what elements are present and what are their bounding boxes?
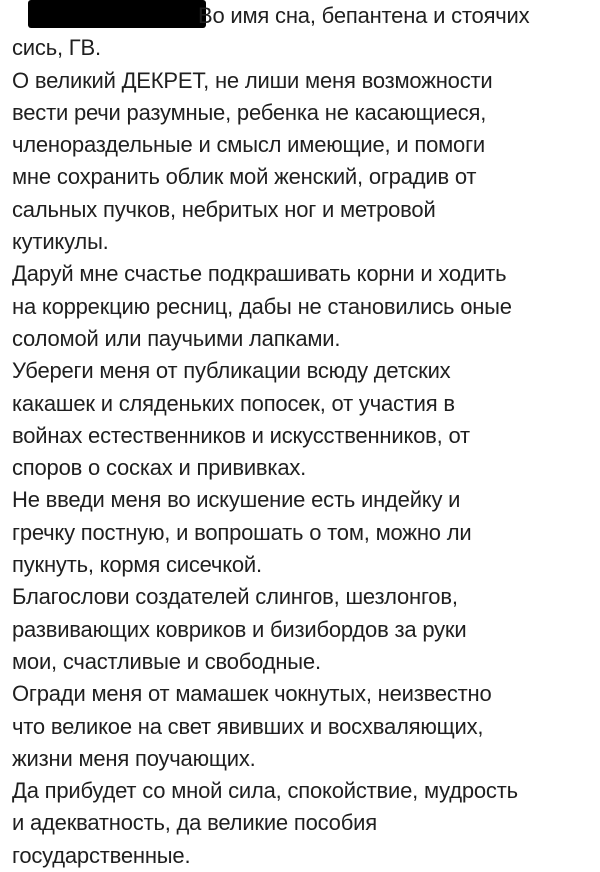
post-body — [12, 32, 584, 872]
post-line: Да прибудет со мной сила, спокойствие, мудрость — [12, 778, 518, 804]
post-line: кутикулы. — [12, 229, 109, 255]
post-first-line — [12, 0, 584, 32]
post-line: войнах естественников и искусственников, от — [12, 422, 470, 448]
post-line: на коррекцию ресниц, дабы не становились оные — [12, 293, 512, 319]
post-line: Убереги меня от публикации всюду детских — [12, 358, 451, 384]
post-line: О великий ДЕКРЕТ, не лиши меня возможности — [12, 67, 493, 93]
post-lead-text: Во имя сна, бепантена и стоячих — [198, 3, 530, 28]
post-line: что великое на свет явивших и восхваляющих, — [12, 713, 484, 739]
post-line: мои, счастливые и свободные. — [12, 648, 321, 674]
post-line: сальных пучков, небритых ног и метровой — [12, 196, 436, 222]
post-line: соломой или паучьими лапками. — [12, 325, 341, 351]
post-line: пукнуть, кормя сисечкой. — [12, 552, 262, 578]
post-line: Даруй мне счастье подкрашивать корни и ходить — [12, 261, 507, 287]
post-line: государственные. — [12, 842, 191, 868]
post-line: вести речи разумные, ребенка не касающиеся, — [12, 99, 487, 125]
post-line: Огради меня от мамашек чокнутых, неизвестно — [12, 681, 492, 707]
post-line: Не введи меня во искушение есть индейку и — [12, 487, 461, 513]
post-line: гречку постную, и вопрошать о том, можно ли — [12, 519, 472, 545]
post-line: развивающих ковриков и бизибордов за руки — [12, 616, 467, 642]
redacted-author-bar — [28, 0, 206, 28]
post-line: мне сохранить облик мой женский, оградив от — [12, 164, 477, 190]
post-line: жизни меня поучающих. — [12, 745, 256, 771]
post-line: Благослови создателей слингов, шезлонгов, — [12, 584, 458, 610]
post-line: и адекватность, да великие пособия — [12, 810, 377, 836]
post-line: членораздельные и смысл имеющие, и помоги — [12, 132, 486, 158]
post-line: какашек и сляденьких попосек, от участия в — [12, 390, 455, 416]
post-line: споров о сосках и прививках. — [12, 455, 307, 481]
post-line: сись, ГВ. — [12, 35, 101, 61]
